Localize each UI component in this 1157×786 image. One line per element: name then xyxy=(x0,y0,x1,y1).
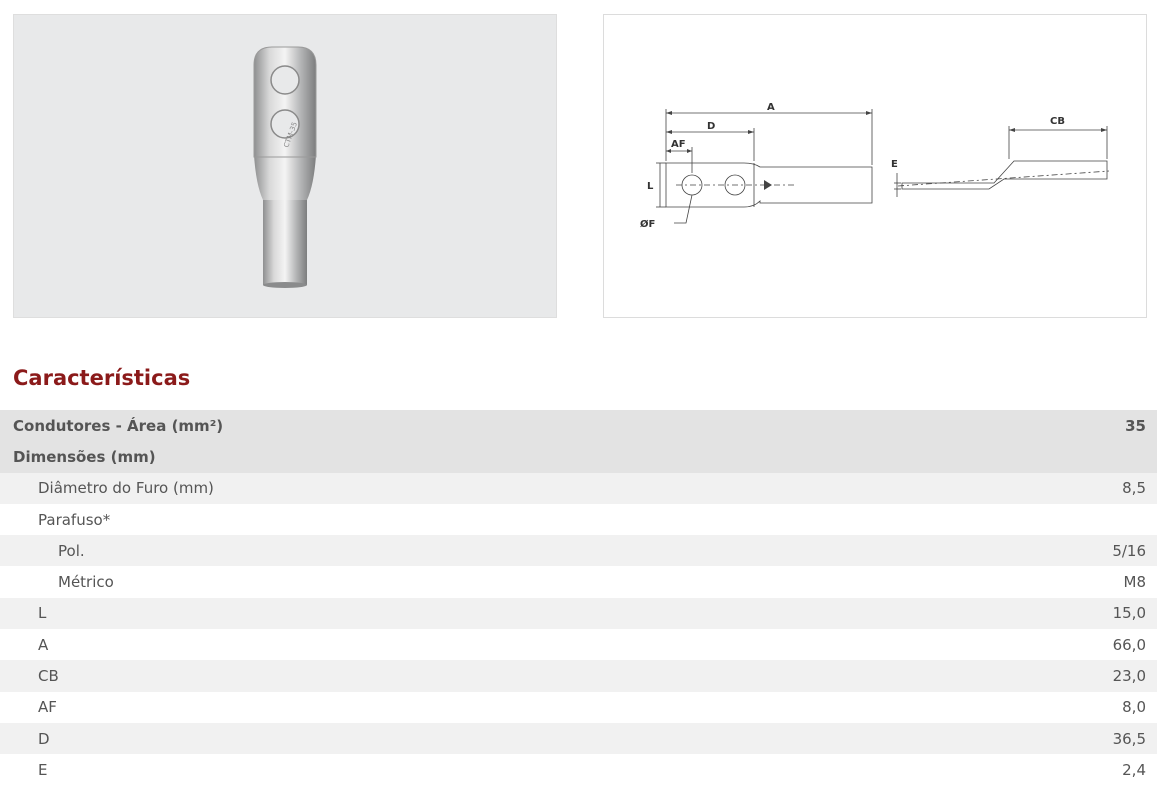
row-label: Pol. xyxy=(58,541,85,560)
row-value: 2,4 xyxy=(1122,760,1146,779)
table-row xyxy=(0,629,1157,660)
row-label: AF xyxy=(38,698,57,717)
lug-engraving: CTM-35 xyxy=(282,120,299,149)
table-row xyxy=(0,660,1157,691)
technical-drawing xyxy=(603,14,1147,318)
table-row xyxy=(0,723,1157,754)
table-row xyxy=(0,692,1157,723)
row-label: Condutores - Área (mm²) xyxy=(13,416,224,435)
cable-lug-photo-icon xyxy=(14,15,556,317)
dim-label-cb: CB xyxy=(1050,116,1065,127)
row-label: Diâmetro do Furo (mm) xyxy=(38,479,214,498)
technical-drawing-icon xyxy=(604,15,1146,317)
table-row xyxy=(0,535,1157,566)
table-row xyxy=(0,566,1157,597)
dim-label-af: AF xyxy=(671,139,686,150)
dim-label-a: A xyxy=(767,102,775,113)
section-title: Características xyxy=(13,366,191,390)
row-label: A xyxy=(38,635,49,654)
spec-table xyxy=(0,410,1157,786)
table-row xyxy=(0,598,1157,629)
row-label: Dimensões (mm) xyxy=(13,447,156,466)
row-label: Métrico xyxy=(58,573,114,592)
table-row xyxy=(0,504,1157,535)
row-label: D xyxy=(38,729,50,748)
row-label: L xyxy=(38,604,47,623)
row-value: 66,0 xyxy=(1112,635,1146,654)
row-value: 15,0 xyxy=(1112,604,1146,623)
dim-label-f: ØF xyxy=(640,219,656,230)
row-value: 23,0 xyxy=(1112,667,1146,686)
row-value: M8 xyxy=(1123,573,1146,592)
row-value: 8,0 xyxy=(1122,698,1146,717)
table-row xyxy=(0,410,1157,441)
table-row xyxy=(0,441,1157,472)
dim-label-d: D xyxy=(707,121,716,132)
dim-label-e: E xyxy=(891,159,898,170)
row-label: E xyxy=(38,760,48,779)
row-label: Parafuso* xyxy=(38,510,111,529)
table-row xyxy=(0,754,1157,785)
dim-label-l: L xyxy=(647,181,654,192)
row-label: CB xyxy=(38,667,59,686)
row-value: 5/16 xyxy=(1112,541,1146,560)
row-value: 8,5 xyxy=(1122,479,1146,498)
row-value: 35 xyxy=(1125,416,1146,435)
row-value: 36,5 xyxy=(1112,729,1146,748)
table-row xyxy=(0,473,1157,504)
product-photo xyxy=(13,14,557,318)
